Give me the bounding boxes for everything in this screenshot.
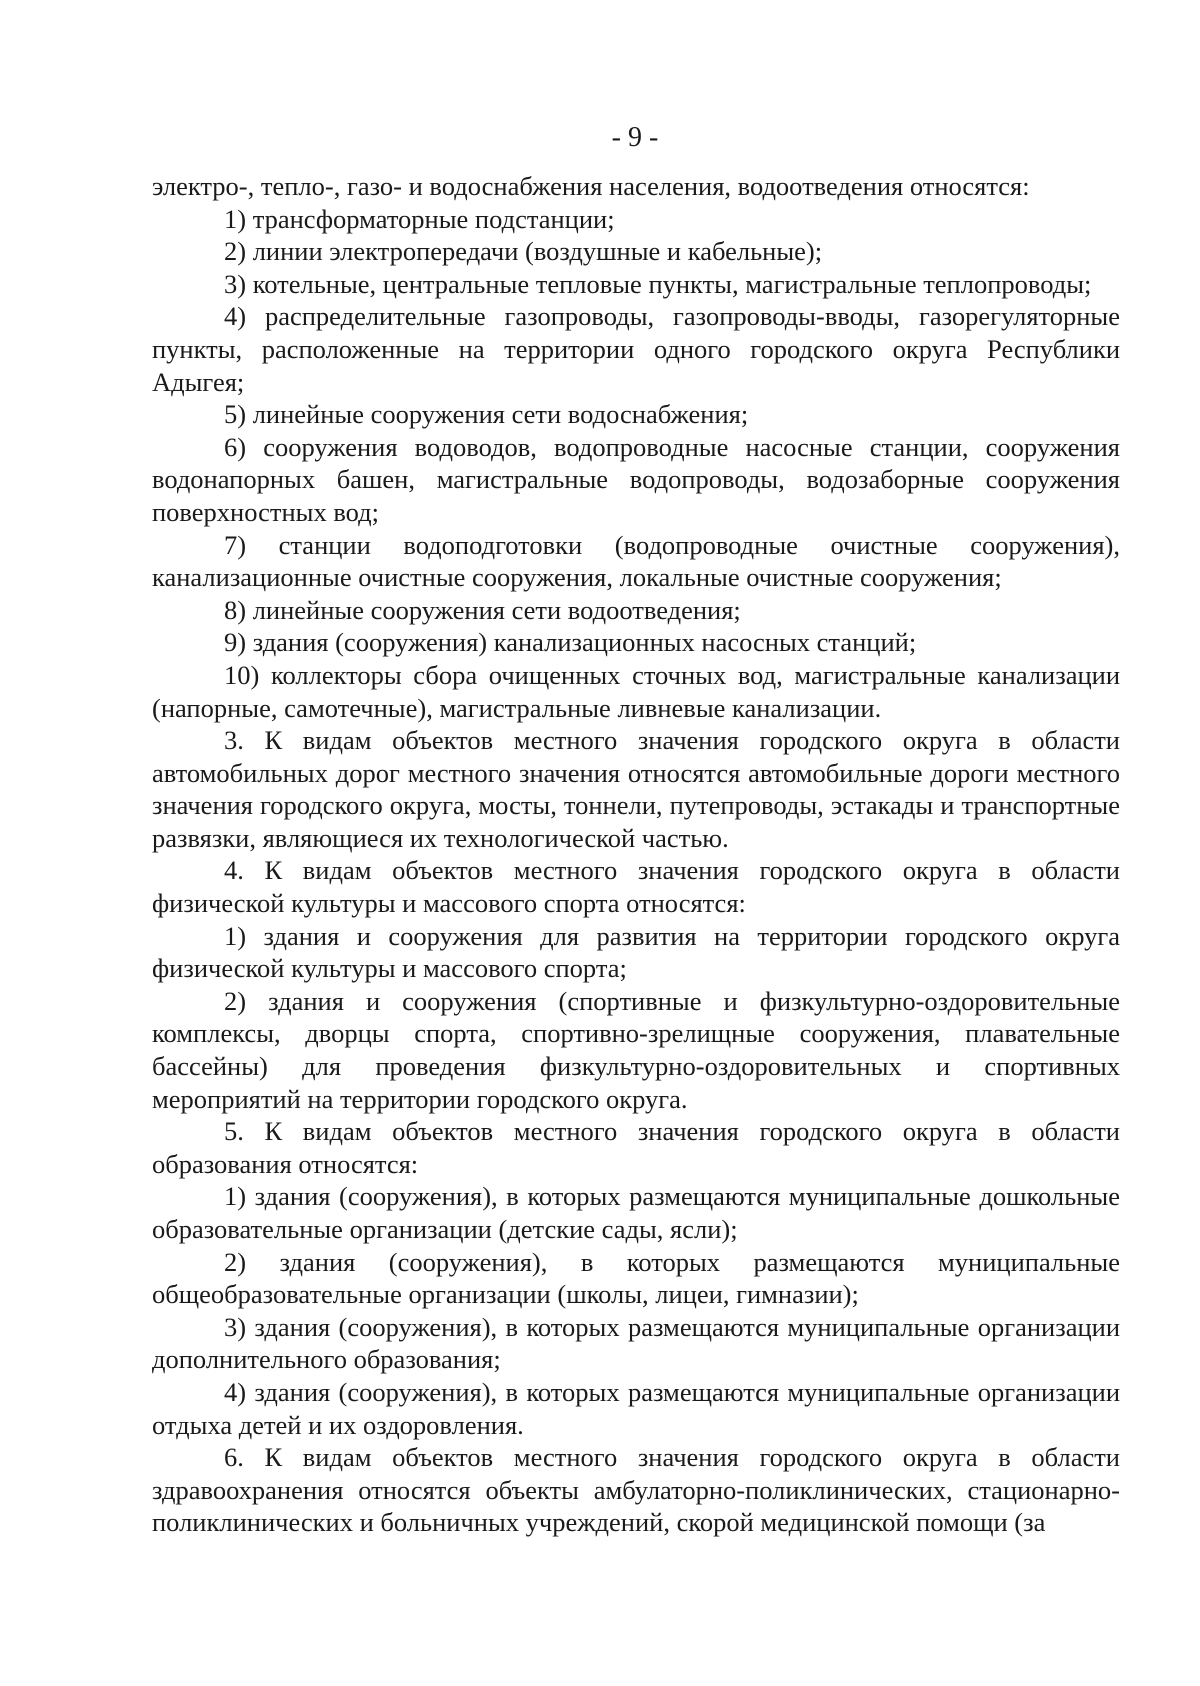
- list-item: 3) здания (сооружения), в которых размещаются муниципальные организации дополнительного образования;: [152, 1311, 1120, 1375]
- section-paragraph: 6. К видам объектов местного значения городского округа в области здравоохранения относятся объекты амбулаторно-поликлинических, стационарно-поликлинических и больничных учреждений, скорой медицинской помощи (за: [152, 1442, 1120, 1538]
- list-item: 2) здания и сооружения (спортивные и физкультурно-оздоровительные комплексы, дворцы спорта, спортивно-зрелищные сооружения, плавательные бассейны) для проведения физкультурно-оздоровительных и спортивных мероприятий на территории городского округа.: [152, 985, 1120, 1114]
- list-item: 2) линии электропередачи (воздушные и кабельные);: [224, 236, 823, 267]
- list-item: 1) трансформаторные подстанции;: [224, 203, 615, 234]
- document-body: [152, 170, 1120, 1539]
- section-paragraph: 4. К видам объектов местного значения городского округа в области физической культуры и массового спорта относятся:: [152, 855, 1120, 919]
- list-item: 6) сооружения водоводов, водопроводные насосные станции, сооружения водонапорных башен, магистральные водопроводы, водозаборные сооружения поверхностных вод;: [152, 431, 1120, 527]
- list-item: 4) здания (сооружения), в которых размещаются муниципальные организации отдыха детей и их оздоровления.: [152, 1376, 1120, 1440]
- list-item: 7) станции водоподготовки (водопроводные очистные сооружения), канализационные очистные сооружения, локальные очистные сооружения;: [152, 529, 1120, 593]
- list-item: 9) здания (сооружения) канализационных насосных станций;: [224, 627, 917, 658]
- list-item: 5) линейные сооружения сети водоснабжения;: [224, 399, 749, 430]
- paragraph: электро-, тепло-, газо- и водоснабжения населения, водоотведения относятся:: [152, 171, 1030, 201]
- section-paragraph: 5. К видам объектов местного значения городского округа в области образования относятся:: [152, 1116, 1120, 1179]
- list-item: 1) здания (сооружения), в которых размещаются муниципальные дошкольные образовательные организации (детские сады, ясли);: [152, 1181, 1120, 1244]
- list-item: 1) здания и сооружения для развития на территории городского округа физической культуры и массового спорта;: [152, 920, 1120, 984]
- list-item: 4) распределительные газопроводы, газопроводы-вводы, газорегуляторные пункты, расположенные на территории одного городского округа Республики Адыгея;: [152, 301, 1120, 397]
- section-paragraph: 3. К видам объектов местного значения городского округа в области автомобильных дорог местного значения относятся автомобильные дороги местного значения городского округа, мосты, тоннели, путепроводы, эстакады и транспортные развязки, являющиеся их технологической частью.: [152, 725, 1120, 853]
- list-item: 10) коллекторы сбора очищенных сточных вод, магистральные канализации (напорные, самотечные), магистральные ливневые канализации.: [152, 659, 1120, 723]
- list-item: 2) здания (сооружения), в которых размещаются муниципальные общеобразовательные организации (школы, лицеи, гимназии);: [152, 1246, 1120, 1310]
- list-item: 3) котельные, центральные тепловые пункты, магистральные теплопроводы;: [224, 268, 1092, 299]
- page-number: - 9 -: [611, 122, 659, 153]
- list-item: 8) линейные сооружения сети водоотведения;: [224, 594, 741, 625]
